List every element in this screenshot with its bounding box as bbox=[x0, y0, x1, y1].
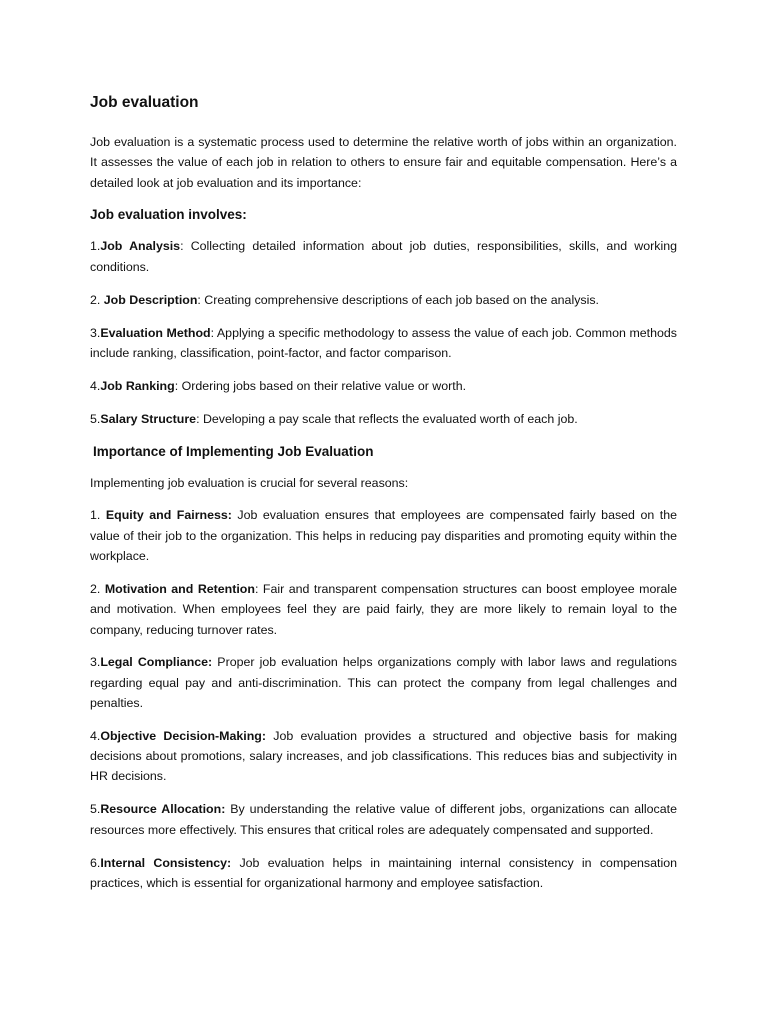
list-item bbox=[90, 323, 677, 364]
list-item-number: 1. bbox=[90, 239, 101, 254]
list-item bbox=[90, 409, 677, 429]
involves-heading: Job evaluation involves: bbox=[90, 207, 247, 223]
list-item bbox=[90, 799, 677, 840]
list-item-text: : Ordering jobs based on their relative value or worth. bbox=[174, 378, 467, 393]
list-item-text: Job evaluation ensures that employees are compensated fairly based on the value of their job to the organization. This helps in reducing pay disparities and promoting equity within the workplace. bbox=[90, 508, 677, 564]
list-item-label: Job Description bbox=[103, 292, 198, 307]
list-item-number: 5. bbox=[90, 802, 101, 817]
list-item-number: 4. bbox=[90, 378, 101, 393]
list-item-label: Objective Decision-Making: bbox=[100, 728, 266, 743]
list-item-number: 1. bbox=[90, 508, 106, 523]
list-item-label: Motivation and Retention bbox=[104, 581, 255, 596]
list-item-text: : Fair and transparent compensation structures can boost employee morale and motivation. When employees feel they are paid fairly, they are more likely to remain loyal to the company, reducing turnover rates. bbox=[90, 581, 678, 637]
list-item-label: Evaluation Method bbox=[100, 325, 211, 340]
list-item bbox=[90, 290, 677, 310]
list-item-number: 6. bbox=[90, 855, 101, 870]
list-item-text: : Collecting detailed information about job duties, responsibilities, skills, and working conditions. bbox=[90, 239, 677, 274]
document-title: Job evaluation bbox=[90, 94, 199, 111]
list-item-label: Salary Structure bbox=[100, 411, 197, 426]
list-item-text: : Creating comprehensive descriptions of each job based on the analysis. bbox=[197, 292, 599, 307]
list-item bbox=[90, 726, 677, 787]
list-item-label: Internal Consistency: bbox=[100, 855, 232, 870]
list-item-text: Job evaluation helps in maintaining internal consistency in compensation practices, which is essential for organizational harmony and employee satisfaction. bbox=[90, 855, 678, 890]
list-item-number: 3. bbox=[90, 325, 101, 340]
list-item bbox=[90, 652, 677, 713]
document-page bbox=[90, 92, 677, 906]
list-item bbox=[90, 579, 677, 640]
list-item bbox=[90, 505, 677, 566]
list-item-label: Resource Allocation: bbox=[100, 802, 226, 817]
list-item-number: 2. bbox=[90, 292, 104, 307]
list-item bbox=[90, 236, 677, 277]
list-item bbox=[90, 376, 677, 396]
list-item-text: : Applying a specific methodology to assess the value of each job. Common methods include ranking, classification, point-factor, and factor comparison. bbox=[90, 325, 677, 360]
list-item-text: Proper job evaluation helps organizations comply with labor laws and regulations regarding equal pay and anti-discrimination. This can protect the company from legal challenges and penalties. bbox=[90, 655, 677, 710]
list-item-label: Legal Compliance: bbox=[100, 655, 213, 670]
list-item-text: By understanding the relative value of different jobs, organizations can allocate resources more effectively. This ensures that critical roles are adequately compensated and supported. bbox=[90, 802, 677, 837]
list-item-text: Job evaluation provides a structured and objective basis for making decisions about promotions, salary increases, and job classifications. This reduces bias and subjectivity in HR decisions. bbox=[90, 728, 677, 784]
importance-intro: Implementing job evaluation is crucial for several reasons: bbox=[90, 475, 409, 490]
involves-list bbox=[90, 236, 677, 428]
list-item-number: 2. bbox=[90, 581, 105, 596]
importance-list bbox=[90, 505, 677, 893]
list-item-label: Job Ranking bbox=[100, 378, 175, 393]
list-item-label: Job Analysis bbox=[100, 239, 181, 254]
intro-paragraph: Job evaluation is a systematic process used to determine the relative worth of jobs within an organization. It assesses the value of each job in relation to others to ensure fair and equitable compensation. Here’s a detailed look at job evaluation and its importance: bbox=[90, 135, 677, 190]
list-item-label: Equity and Fairness: bbox=[105, 508, 232, 523]
list-item bbox=[90, 853, 677, 894]
list-item-number: 5. bbox=[90, 411, 101, 426]
list-item-number: 4. bbox=[90, 728, 101, 743]
list-item-text: : Developing a pay scale that reflects the evaluated worth of each job. bbox=[196, 411, 578, 426]
list-item-number: 3. bbox=[90, 655, 101, 670]
importance-heading: Importance of Implementing Job Evaluation bbox=[93, 443, 374, 459]
